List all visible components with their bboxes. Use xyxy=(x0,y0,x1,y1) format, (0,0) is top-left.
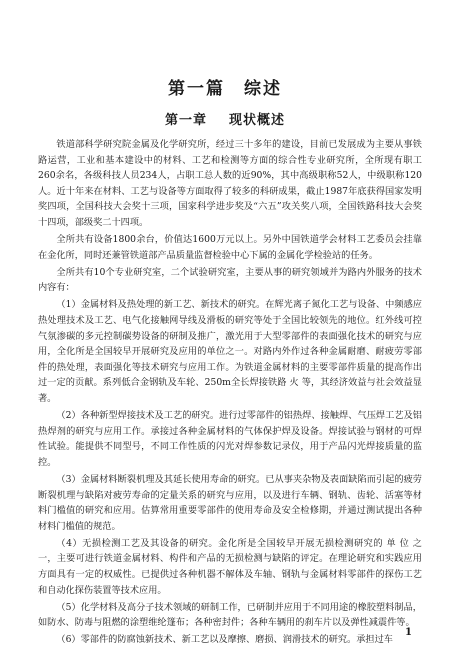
chapter-number: 第一章 xyxy=(164,113,207,128)
paragraph-labs: 全所共有10个专业研究室，二个试验研究室，主要从事的研究领域并为路内外服务的技术内容有： xyxy=(38,266,422,294)
paragraph-item-4: （4）无损检测工艺及其设备的研究。金化所是全国较早开展无损检测研究的 单 位 之 一，主要可进行铁道金属材料、构件和产品的无损检测与缺陷的评定。在理论研究和实践应用方面具有一定的权威性。已提供过各种机器不解体及车轴、钢轨与金属材料零部件的探伤工艺和自动化探伤装置等技术应用。 xyxy=(38,537,422,596)
paragraph-item-1: （1）金属材料及热处理的新工艺、新技术的研究。在辉光离子氮化工艺与设备、中频感应热处理技术及工艺、电气化接触网导线及滑板的研究等处于全国比较领先的地位。红外线可控气氛渗碳的多元控制碳势设备的研制及推广，激光用于大型零部件的表面强化技术的研究与应用，全化所是全国较早开展研究及应用的单位之一。对路内外作过各种金属耐磨、耐疲劳零部件的热处理，表面强化等技术研究与应用工作。为铁道金属材料的主要零部件质量的提高作出过一定的贡献。系列低合金钢轨及车轮、250m全长焊接铁路 火 等，其经济效益与社会效益显著。 xyxy=(38,299,422,404)
paragraph-item-2: （2）各种新型焊接技术及工艺的研究。进行过零部件的铝热焊、接触焊、气压焊工艺及铝热焊剂的研究与应用工作。承接过各种金属材料的气体保护焊及设备。焊接试验与钢材的可焊性试验。能提供不同型号，不同工作性质的闪光对焊参数记录仪，用于产品闪光焊接质量的监控。 xyxy=(38,410,422,468)
chapter-name: 现状概述 xyxy=(229,113,286,128)
paragraph-item-3: （3）金属材料断裂机理及其延长使用寿命的研究。已从事夹杂物及表面缺陷而引起的疲劳断裂机理与缺陷对疲劳寿命的定量关系的研究与应用，以及进行车辆、钢轨、齿轮、活塞等材料门槛值的研究和应用。估算常用重要零部件的使用寿命及安全检修期，并通过测试提出各种材料门槛值的规范。 xyxy=(38,473,422,532)
paragraph-item-5: （5）化学材料及高分子技术领域的研制工作，已研制并应用于不同用途的橡胶塑料制品，如防水、防毒与阻燃的涂塑维纶篷布；各种密封件；各种车辆用的刹车片以及弹性减震件等。 xyxy=(38,601,422,629)
chapter-title xyxy=(0,109,450,128)
part-title: 第一篇 综述 xyxy=(168,79,282,99)
paragraph-intro: 铁道部科学研究院金属及化学研究所，经过三十多年的建设，目前已发展成为主要从事铁路运营，工业和基本建设中的材料、工艺和检测等方面的综合性专业研究所，全所现有职工260余名，各级科技人员234人，占职工总人数的近90%，其中高级职称52人，中级职称120人。近十年来在材料、工艺与设备等方面取得了较多的科研成果，截止1987年底获得国家发明奖四项，全国科技大会奖十三项，国家科学进步奖及“六五”攻关奖八项，全国铁路科技大会奖十四项，部级奖二十四项。 xyxy=(38,139,422,228)
paragraph-equipment: 全所共有设备1800余台，价值达1600万元以上。另外中国铁道学会材料工艺委员会挂靠在金化所，同时还兼管铁道部产品质量监督检验中心下属的金属化学检验站的任务。 xyxy=(38,234,422,261)
paragraph-item-6: （6）零部件的防腐蚀新技术、新工艺以及摩擦、磨损、润滑技术的研究。承担过车 xyxy=(56,634,393,646)
page-number: 1 xyxy=(405,627,412,638)
body-text xyxy=(38,137,422,650)
